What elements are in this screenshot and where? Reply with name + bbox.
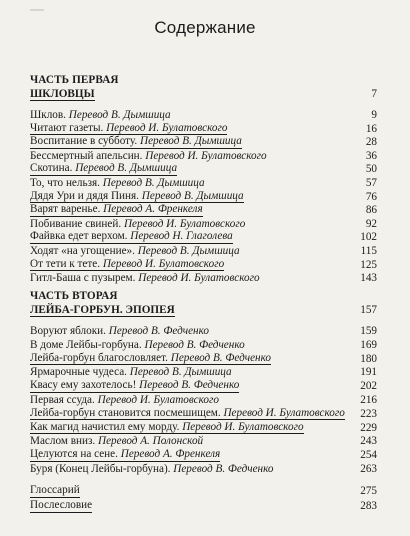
page-number: 57 <box>365 177 377 189</box>
story-title: Целуются на сене. <box>30 448 121 461</box>
toc-entry-title <box>30 393 219 407</box>
toc-entry <box>30 108 377 122</box>
translator-credit: Перевод В. Дымшица <box>139 135 242 148</box>
translator-credit: Перевод И. Булатовского <box>102 257 225 270</box>
translator-credit: Перевод В. Федченко <box>108 325 209 337</box>
toc-entry <box>30 135 377 149</box>
toc-entry <box>30 271 377 285</box>
toc-entry-title <box>30 434 203 448</box>
story-title: Варят варенье. <box>30 203 104 216</box>
story-title: Ходят «на угощение». <box>30 245 138 257</box>
page-number: 28 <box>365 136 377 149</box>
page-number: 223 <box>360 407 377 420</box>
translator-credit: Перевод И. Булатовского <box>145 149 267 162</box>
toc-entry <box>30 421 377 435</box>
toc-entry <box>30 352 377 366</box>
toc-entry <box>30 448 377 462</box>
toc-entry <box>30 190 377 204</box>
translator-credit: Перевод И. Булатовского <box>106 121 228 134</box>
part-two-label: ЧАСТЬ ВТОРАЯ <box>30 290 118 302</box>
back-matter-title: Глоссарий <box>30 484 80 496</box>
back-matter-entry <box>30 484 377 498</box>
translator-credit: Перевод В. Федченко <box>173 463 274 475</box>
page-number: 159 <box>360 325 377 337</box>
translator-credit: Перевод А. Френкеля <box>103 203 203 216</box>
translator-credit: Перевод В. Федченко <box>170 351 271 364</box>
page-number: 202 <box>360 380 377 393</box>
toc-entry-title <box>30 122 227 136</box>
translator-credit: Перевод В. Дымшица <box>137 245 240 257</box>
page-number: 76 <box>365 190 377 203</box>
toc-entry <box>30 176 377 190</box>
toc-entry <box>30 230 377 244</box>
toc-entry-title <box>30 203 203 217</box>
page-number: 180 <box>360 352 377 365</box>
toc-entry-title <box>30 135 242 149</box>
toc-entry-title <box>30 421 304 435</box>
story-title: Дядя Ури и дядя Пиня. <box>30 189 142 202</box>
translator-credit: Перевод В. Дымшица <box>129 366 232 379</box>
page-number: 115 <box>360 245 377 257</box>
story-title: То, что нельзя. <box>30 177 103 189</box>
toc-entry-title <box>30 462 274 476</box>
toc-entry <box>30 324 377 338</box>
translator-credit: Перевод В. Федченко <box>144 338 245 351</box>
page-number: 283 <box>360 500 377 512</box>
toc-entry <box>30 149 377 163</box>
translator-credit: Перевод В. Дымшица <box>75 162 178 175</box>
toc-entry-title <box>30 448 220 462</box>
part-one-subtitle <box>30 88 95 101</box>
translator-credit: Перевод И. Булатовского <box>97 394 219 406</box>
toc-entry-title <box>30 352 271 366</box>
part-two-page: 157 <box>360 304 377 316</box>
translator-credit: Перевод В. Дымшица <box>102 177 205 189</box>
story-title: Гитл-Баша с пузырем. <box>30 272 139 285</box>
toc-entry <box>30 365 377 379</box>
translator-credit: Перевод И. Булатовского <box>223 406 345 419</box>
story-title: В доме Лейбы-горбуна. <box>30 338 145 351</box>
toc-entry <box>30 338 377 352</box>
story-title: Лейба-горбун становится посмешищем. <box>30 406 224 419</box>
toc-entry-title <box>30 271 260 285</box>
story-title: Бессмертный апельсин. <box>30 149 146 162</box>
translator-credit: Перевод Н. Глаголева <box>130 230 233 243</box>
story-title: Шклов. <box>30 109 69 121</box>
story-title: Буря (Конец Лейбы-горбуна). <box>30 463 174 475</box>
page-number: 86 <box>365 204 377 217</box>
story-title: Воруют яблоки. <box>30 325 109 337</box>
story-title: От тети к тете. <box>30 257 103 270</box>
toc-entry-title <box>30 244 240 258</box>
toc-entry <box>30 434 377 448</box>
story-title: Маслом вниз. <box>30 435 98 448</box>
page-number: 125 <box>360 258 377 271</box>
story-title: Скотина. <box>30 162 76 175</box>
page-title: Содержание <box>154 18 256 37</box>
toc-entry-title <box>30 190 244 204</box>
page-number: 263 <box>360 463 377 475</box>
toc-entry-title <box>30 338 245 352</box>
part-one-subtitle-text: ШКЛОВЦЫ <box>30 88 95 100</box>
toc-entry-title <box>30 108 171 122</box>
page-number: 36 <box>365 149 377 162</box>
toc-entry <box>30 162 377 176</box>
toc-entry-title <box>30 230 233 244</box>
page-number: 229 <box>360 421 377 434</box>
toc-entry-title <box>30 407 345 421</box>
page-number: 254 <box>360 449 377 462</box>
toc-entry-title <box>30 149 267 163</box>
toc-entry <box>30 217 377 231</box>
back-matter-title: Послесловие <box>30 499 93 511</box>
translator-credit: Перевод А. Полонской <box>98 435 204 448</box>
part-two-subtitle <box>30 304 175 317</box>
page-number: 216 <box>360 394 377 406</box>
story-title: Файвка едет верхом. <box>30 230 131 243</box>
story-title: Ярмарочные чудеса. <box>30 366 130 379</box>
page-number: 275 <box>360 485 377 497</box>
toc-entry-title <box>30 365 232 379</box>
page-number: 50 <box>365 163 377 176</box>
page-number: 143 <box>360 272 377 285</box>
toc-entry <box>30 258 377 272</box>
toc-entry-title <box>30 258 224 272</box>
toc-entry-title <box>30 162 177 176</box>
toc-entry <box>30 122 377 136</box>
toc-entry <box>30 244 377 258</box>
page-number: 102 <box>360 231 377 244</box>
toc-entry <box>30 462 377 476</box>
page-number: 9 <box>371 109 377 121</box>
toc-entry-title <box>30 217 245 231</box>
story-title: Воспитание в субботу. <box>30 135 140 148</box>
toc-entry-title <box>30 324 209 338</box>
toc-entry <box>30 407 377 421</box>
toc-entry-title <box>30 379 239 393</box>
translator-credit: Перевод И. Булатовского <box>182 420 304 433</box>
story-title: Первая ссуда. <box>30 394 98 406</box>
toc-entry <box>30 203 377 217</box>
translator-credit: Перевод В. Федченко <box>139 379 240 392</box>
page-number: 16 <box>365 122 377 135</box>
translator-credit: Перевод И. Булатовского <box>123 217 246 230</box>
toc-entry-title <box>30 176 205 190</box>
page-number: 243 <box>360 435 377 448</box>
back-matter-entry <box>30 499 377 513</box>
translator-credit: Перевод А. Френкеля <box>120 448 221 461</box>
page-number: 92 <box>365 217 377 230</box>
toc-entry <box>30 379 377 393</box>
story-title: Читают газеты. <box>30 121 107 134</box>
story-title: Побивание свиней. <box>30 217 124 230</box>
story-title: Как магид начистил ему морду. <box>30 420 183 433</box>
page-number: 169 <box>360 338 377 351</box>
page-corner-mark <box>30 6 48 14</box>
translator-credit: Перевод И. Булатовского <box>138 272 260 285</box>
translator-credit: Перевод В. Дымшица <box>68 109 171 121</box>
part-two-subtitle-text: ЛЕЙБА-ГОРБУН. ЭПОПЕЯ <box>30 304 175 316</box>
story-title: Квасу ему захотелось! <box>30 379 140 392</box>
part-one-label: ЧАСТЬ ПЕРВАЯ <box>30 74 119 86</box>
part-one-page: 7 <box>371 88 377 100</box>
toc-entry <box>30 393 377 407</box>
story-title: Лейба-горбун благословляет. <box>30 351 171 364</box>
page-number: 191 <box>360 366 377 379</box>
translator-credit: Перевод В. Дымшица <box>141 189 244 202</box>
